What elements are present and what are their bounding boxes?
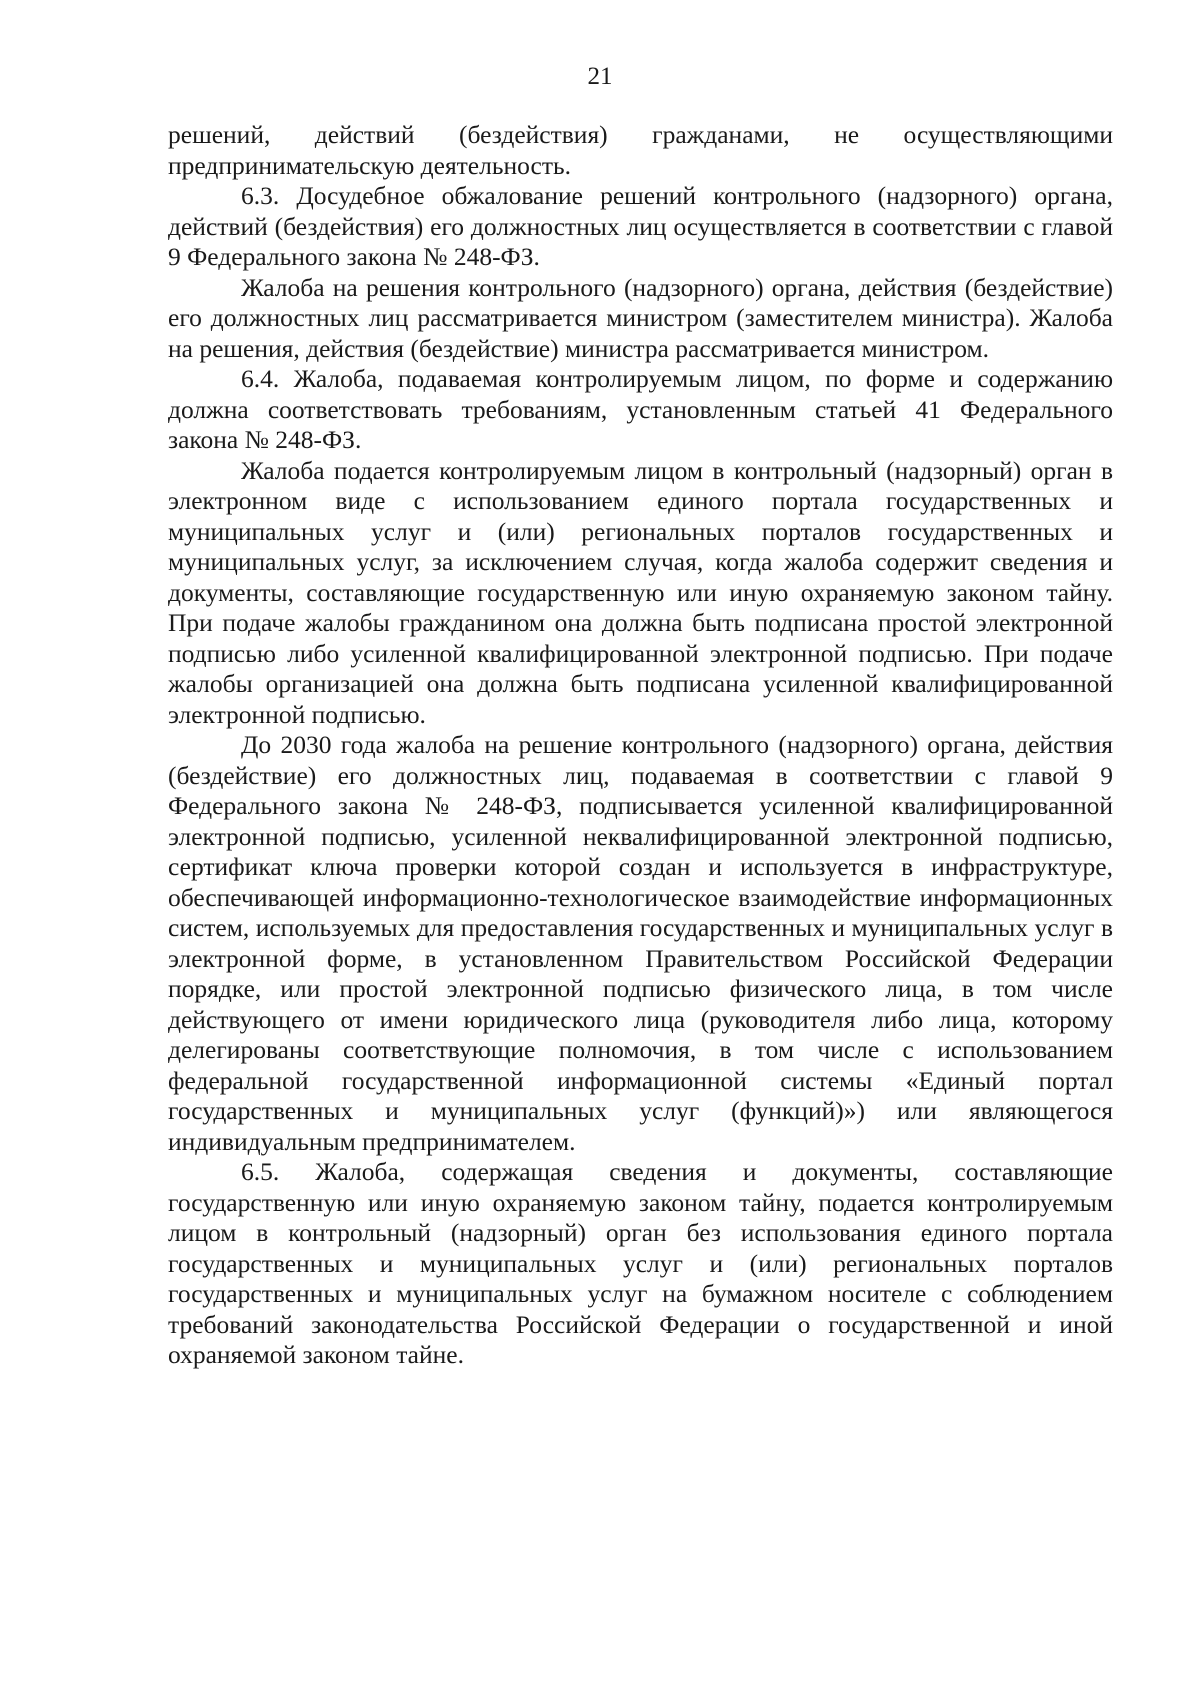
paragraph-until-2030: До 2030 года жалоба на решение контрольного (надзорного) органа, действия (бездействие) его должностных лиц, подаваемая в соответствии с главой 9 Федерального закона № 248-ФЗ, подписывается усиленной квалифицированной электронной подписью, усиленной неквалифицированной электронной подписью, сертификат ключа проверки которой создан и используется в инфраструктуре, обеспечивающей информационно-технологическое взаимодействие информационных систем, используемых для предоставления государственных и муниципальных услуг в электронной форме, в установленном Правительством Российской Федерации порядке, или простой электронной подписью физического лица, в том числе действующего от имени юридического лица (руководителя либо лица, которому делегированы соответствующие полномочия, в том числе с использованием федеральной государственной информационной системы «Единый портал государственных и муниципальных услуг (функций)») или являющегося индивидуальным предпринимателем.: [168, 730, 1113, 1156]
paragraph-6-5: 6.5. Жалоба, содержащая сведения и документы, составляющие государственную или иную охраняемую законом тайну, подается контролируемым лицом в контрольный (надзорный) орган без использования единого портала государственных и муниципальных услуг и (или) региональных порталов государственных и муниципальных услуг на бумажном носителе с соблюдением требований законодательства Российской Федерации о государственной и иной охраняемой законом тайне.: [168, 1157, 1113, 1369]
paragraph-electronic-submission: Жалоба подается контролируемым лицом в контрольный (надзорный) орган в электронном виде с использованием единого портала государственных и муниципальных услуг и (или) региональных порталов государственных и муниципальных услуг, за исключением случая, когда жалоба содержит сведения и документы, составляющие государственную или иную охраняемую законом тайну. При подаче жалобы гражданином она должна быть подписана простой электронной подписью либо усиленной квалифицированной электронной подписью. При подаче жалобы организацией она должна быть подписана усиленной квалифицированной электронной подписью.: [168, 455, 1113, 729]
paragraph-6-4: 6.4. Жалоба, подаваемая контролируемым лицом, по форме и содержанию должна соответствовать требованиям, установленным статьей 41 Федерального закона № 248-ФЗ.: [168, 364, 1113, 454]
paragraph-complaint-review: Жалоба на решения контрольного (надзорного) органа, действия (бездействие) его должностных лиц рассматривается министром (заместителем министра). Жалоба на решения, действия (бездействие) министра рассматривается министром.: [168, 272, 1113, 363]
paragraph-continuation: решений, действий (бездействия) гражданами, не осуществляющими предпринимательскую деятельность.: [168, 120, 1113, 180]
page-number: 21: [587, 63, 613, 90]
document-body: [168, 120, 1113, 1371]
paragraph-6-3: 6.3. Досудебное обжалование решений контрольного (надзорного) органа, действий (бездействия) его должностных лиц осуществляется в соответствии с главой 9 Федерального закона № 248-ФЗ.: [168, 181, 1113, 271]
